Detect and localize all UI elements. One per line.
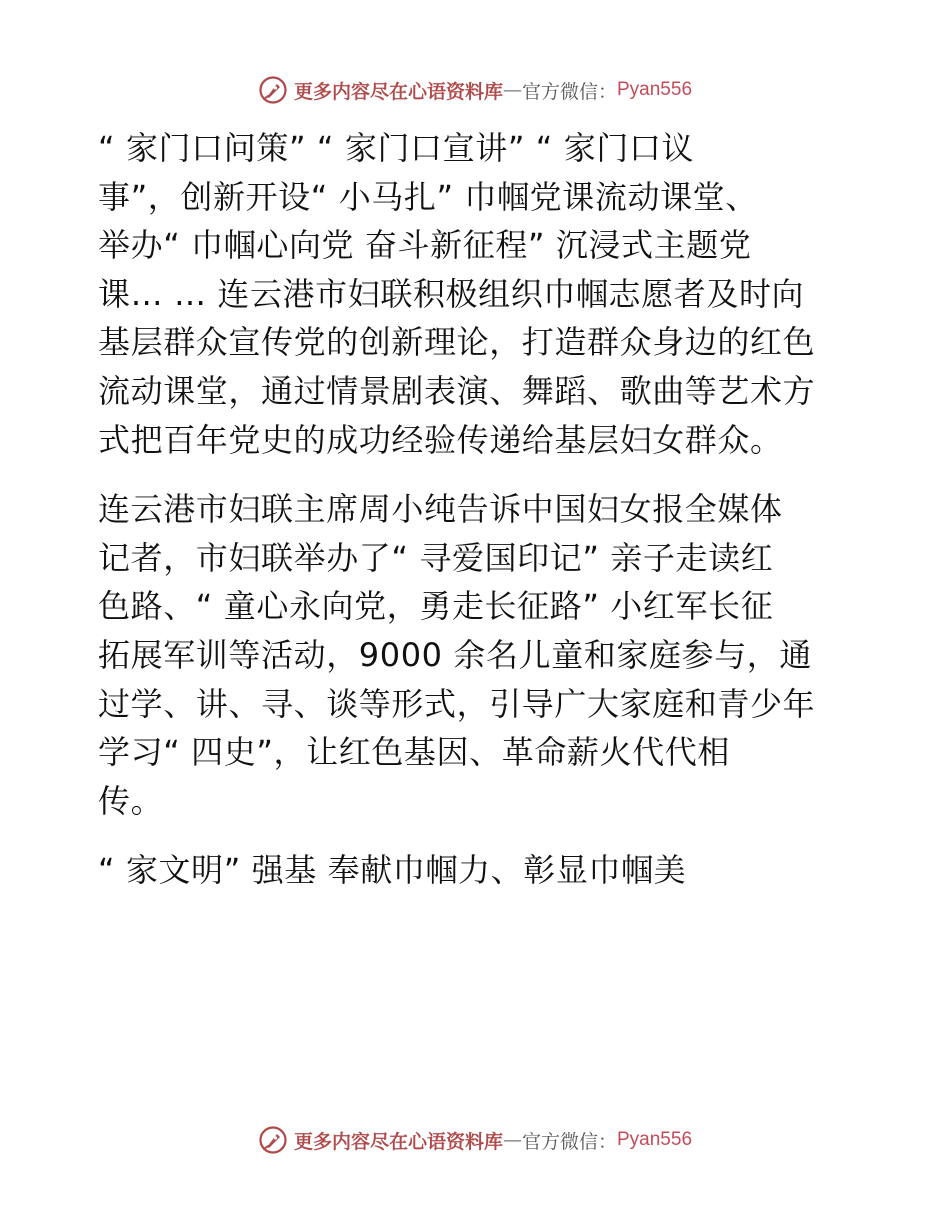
text-line: 流动课堂，通过情景剧表演、舞蹈、歌曲等艺术方 (98, 371, 816, 410)
banner-site-name: 更多内容尽在心语资料库 (293, 80, 503, 103)
text-line: “ 家文明” 强基 奉献巾帼力、彰显巾帼美 (98, 851, 687, 890)
text-line: 拓展军训等活动，9000 余名儿童和家庭参与，通 (98, 635, 813, 674)
document-body (98, 124, 858, 895)
paragraph-gap (98, 464, 858, 485)
text-line: 基层群众宣传党的创新理论，打造群众身边的红色 (98, 323, 816, 362)
text-line: “ 家门口问策” “ 家门口宣讲” “ 家门口议 (98, 129, 695, 167)
text-line: 色路、“ 童心永向党，勇走长征路” 小红军长征 (98, 587, 774, 626)
banner-separator: — (502, 1129, 522, 1151)
text-line: 课… … 连云港市妇联积极组织巾帼志愿者及时向 (98, 274, 805, 313)
pen-nib-circle-icon (258, 1125, 288, 1155)
text-line: 记者，市妇联举办了“ 寻爱国印记” 亲子走读红 (98, 538, 774, 577)
header-banner (0, 70, 950, 110)
text-line: 连云港市妇联主席周小纯告诉中国妇女报全媒体 (98, 490, 783, 529)
text-line: 式把百年党史的成功经验传递给基层妇女群众。 (98, 420, 783, 459)
text-line: 举办“ 巾帼心向党 奋斗新征程” 沉浸式主题党 (98, 226, 752, 265)
pen-nib-circle-icon (258, 75, 288, 105)
text-line: 事”，创新开设“ 小马扎” 巾帼党课流动课堂、 (98, 177, 758, 216)
paragraph-2 (98, 485, 858, 825)
banner-official-label: 官方微信： (521, 80, 617, 103)
footer-banner (0, 1120, 950, 1160)
text-line: 传。 (98, 781, 164, 820)
section-heading (98, 846, 858, 895)
banner-official-label: 官方微信： (521, 1130, 617, 1153)
paragraph-gap (98, 825, 858, 846)
paragraph-1 (98, 124, 858, 464)
text-line: 学习“ 四史”，让红色基因、革命薪火代代相 (98, 733, 730, 772)
text-line: 过学、讲、寻、谈等形式，引导广大家庭和青少年 (98, 684, 816, 723)
banner-wechat-id: Pyan556 (617, 1129, 693, 1150)
banner-separator: — (502, 79, 522, 101)
banner-site-name: 更多内容尽在心语资料库 (293, 1130, 503, 1153)
banner-wechat-id: Pyan556 (617, 79, 693, 100)
